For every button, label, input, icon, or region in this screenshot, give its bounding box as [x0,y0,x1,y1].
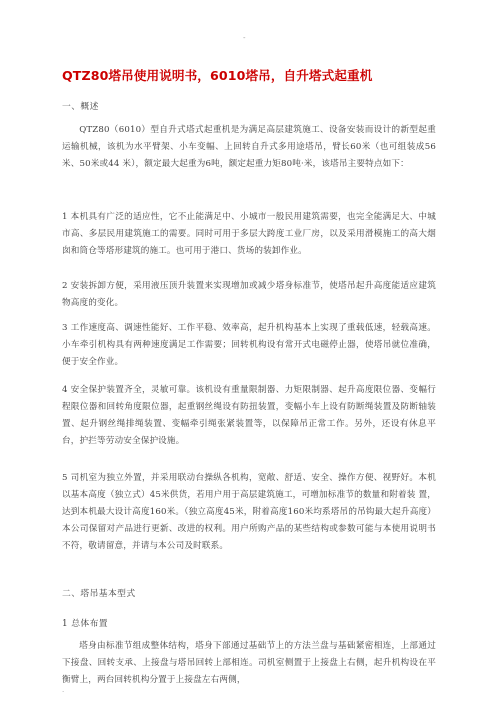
feature-paragraph-1: 1 本机具有广泛的适应性，它不止能满足中、小城市一般民用建筑需要，也完全能满足大、中城市高、多层民用建筑施工的需要。同时可用于多层大跨度工业厂房，以及采用滑模施工的高大烟囱和筒仓等塔形建筑的施工。也可用于港口、货场的装卸作业。 [62,212,436,256]
layout-paragraph: 塔身由标准节组成整体结构，塔身下部通过基础节上的方法兰盘与基础紧密相连，上部通过下接盘、回转支承、上接盘与塔吊回转上部相连。司机室侧置于上接盘上右侧，起升机构设在平衡臂上，两台回转机构分置于上接盘左右两侧， [62,641,436,685]
section-heading-overview: 一、概述 [62,102,99,112]
feature-paragraph-5: 5 司机室为独立外置，并采用联动台操纵各机构，宽敞、舒适、安全、操作方便、视野好。本机以基本高度（独立式）45米供货，若用户用于高层建筑施工，可增加标准节的数量和附着装 置，达到本机最大设计高度160米。（独立高度45米，附着高度160米均系塔吊的吊钩最大起升高度） 本公司保留对产品进行更新、改进的权利。用户所购产品的某些结构或参数可能与本使用说明书不符，敬请留意，并请与本公司及时联系。 [62,473,436,551]
feature-paragraph-3: 3 工作速度高、调速性能好、工作平稳、效率高，起升机构基本上实现了重载低速，轻载高速。小车牵引机构具有两种速度满足工作需要；回转机构设有常开式电磁停止器，使塔吊就位准确，便于安全作业。 [62,323,436,367]
subsection-heading-layout: 1 总体布置 [62,619,108,629]
intro-paragraph: QTZ80（6010）型自升式塔式起重机是为满足高层建筑施工、设备安装而设计的新型起重运输机械，该机为水平臂架、小车变幅、上回转自升式多用途塔吊，臂长60米（也可组装成56米、50米或44 米），额定最大起重为6吨，额定起重力矩80吨·米，该塔吊主要特点如下： [62,125,436,169]
feature-paragraph-4: 4 安全保护装置齐全，灵敏可靠。该机设有重量限制器、力矩限制器、起升高度限位器、变幅行程限位器和回转角度限位器，起重钢丝绳设有防扭装置，变幅小车上设有防断绳装置及防断轴装置、起升钢丝绳排绳装置、变幅牵引绳张紧装置等，以保障吊正常工作。另外，还设有休息平台，护拦等劳动安全保护设施。 [62,385,436,446]
document-title: QTZ80塔吊使用说明书，6010塔吊，自升塔式起重机 [62,68,373,83]
section-heading-basic-type: 二、塔吊基本型式 [62,589,136,599]
feature-paragraph-2: 2 安装拆卸方便，采用液压顶升装置来实现增加或减少塔身标准节，使塔吊起升高度能适应建筑物高度的变化。 [62,281,436,308]
footer-mark: . [62,686,65,694]
header-mark: - [243,34,246,42]
